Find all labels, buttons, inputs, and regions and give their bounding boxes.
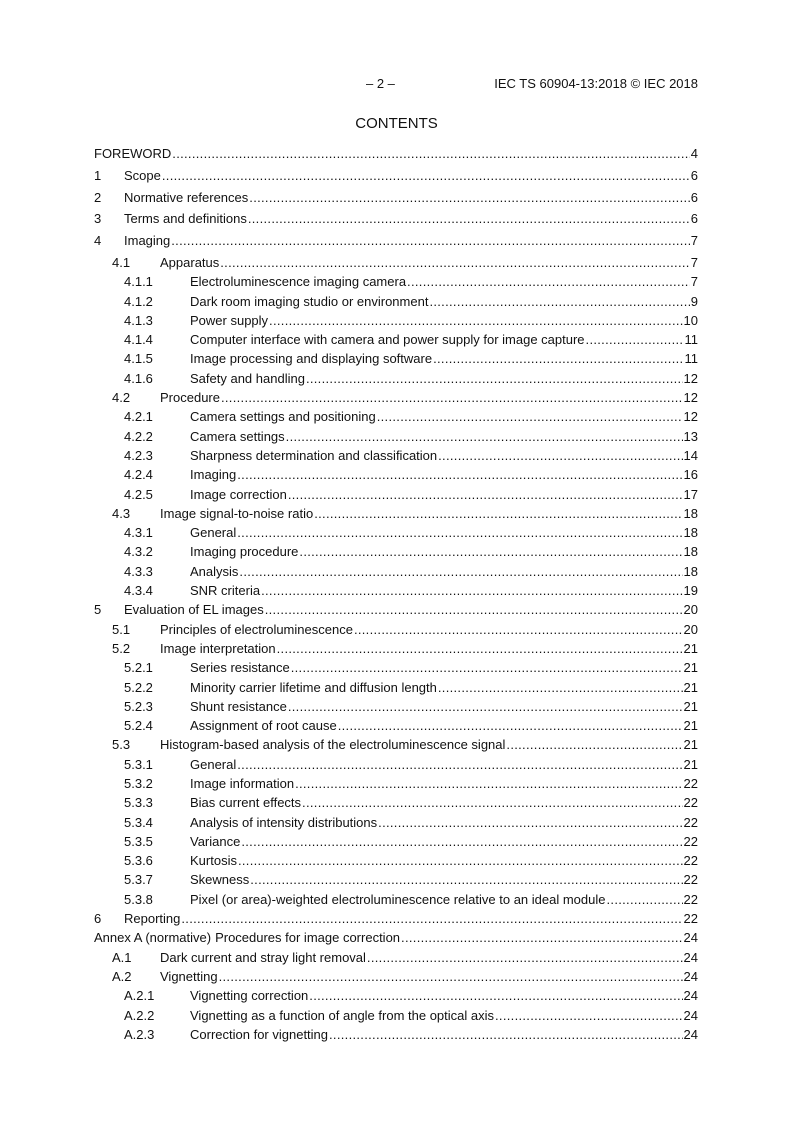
toc-entry[interactable] [94, 928, 698, 947]
toc-page: 12 [683, 370, 698, 386]
toc-entry[interactable] [94, 562, 698, 581]
toc-page: 7 [690, 274, 698, 290]
toc-label: Scope [124, 167, 161, 183]
page-title: CONTENTS [355, 115, 438, 132]
toc-label: Image interpretation [160, 640, 276, 656]
toc-entry[interactable] [94, 581, 698, 600]
toc-page: 21 [683, 718, 698, 734]
toc-page: 22 [683, 833, 698, 849]
toc-label: Analysis of intensity distributions [190, 814, 378, 830]
toc-label: Vignetting as a function of angle from the optical axis [190, 1007, 495, 1023]
toc-page: 11 [684, 351, 698, 367]
page-header-number: – 2 – [366, 76, 395, 91]
toc-number: Annex A (normative) [94, 930, 212, 946]
toc-entry[interactable] [94, 188, 698, 207]
toc-number: 5.3.4 [124, 814, 153, 830]
toc-entry[interactable] [94, 427, 698, 446]
toc-label: Variance [190, 833, 241, 849]
toc-page: 20 [683, 621, 698, 637]
toc-entry[interactable] [94, 523, 698, 542]
toc-label: Safety and handling [190, 370, 305, 386]
toc-number: 5.2 [112, 640, 131, 656]
toc-label: Procedures for image correction [215, 930, 401, 946]
toc-page: 12 [683, 409, 698, 425]
toc-number: 4.3.1 [124, 525, 153, 541]
toc-page: 7 [690, 254, 698, 270]
toc-number: 4.1 [112, 254, 131, 270]
toc-number: 3 [94, 211, 102, 227]
toc-page: 22 [683, 776, 698, 791]
toc-page: 24 [683, 968, 698, 984]
toc-entry[interactable] [94, 735, 698, 754]
toc-page: 18 [683, 563, 698, 579]
table-of-contents [94, 144, 698, 1044]
toc-page: 22 [683, 814, 698, 830]
toc-entry[interactable] [94, 774, 698, 793]
toc-page: 6 [690, 167, 698, 183]
toc-page: 22 [683, 872, 698, 888]
toc-entry[interactable] [94, 292, 698, 311]
toc-number: 5.3.2 [124, 776, 153, 791]
toc-label: Dark room imaging studio or environment [190, 293, 429, 309]
toc-entry[interactable] [94, 465, 698, 484]
toc-entry[interactable] [94, 832, 698, 851]
toc-label: Dark current and stray light removal [160, 949, 366, 965]
toc-number: 6 [94, 911, 102, 927]
toc-entry[interactable] [94, 658, 698, 677]
toc-label: Reporting [124, 911, 181, 927]
toc-entry[interactable] [94, 369, 698, 388]
toc-label: General [190, 756, 237, 772]
toc-label: Principles of electroluminescence [160, 621, 353, 637]
toc-entry[interactable] [94, 870, 698, 889]
toc-entry[interactable] [94, 851, 698, 870]
toc-label: Apparatus [160, 254, 220, 270]
toc-entry[interactable] [94, 909, 698, 928]
toc-page: 17 [683, 486, 698, 502]
toc-number: 4.2.5 [124, 486, 153, 502]
toc-number: 5.3.5 [124, 833, 153, 849]
toc-entry[interactable] [94, 697, 698, 716]
toc-number: A.2.2 [124, 1007, 155, 1023]
toc-page: 4 [690, 146, 698, 161]
toc-entry[interactable] [94, 620, 698, 639]
toc-label: Pixel (or area)-weighted electroluminescence relative to an ideal module [190, 891, 606, 907]
toc-label: Evaluation of EL images [124, 602, 264, 618]
toc-number: 4.3.3 [124, 563, 153, 579]
toc-number: 5.2.2 [124, 679, 153, 695]
toc-entry[interactable] [94, 890, 698, 909]
toc-number: 4.2.4 [124, 467, 153, 483]
toc-label: Camera settings [190, 428, 285, 444]
toc-number: 5.2.4 [124, 718, 153, 734]
toc-page: 21 [683, 679, 698, 695]
toc-page: 16 [683, 467, 698, 483]
toc-label: Vignetting [160, 968, 218, 984]
toc-label: Series resistance [190, 660, 290, 676]
toc-label: Image correction [190, 486, 287, 502]
toc-number: A.2.3 [124, 1026, 155, 1042]
toc-number: 5.3 [112, 737, 131, 753]
toc-number: 5.3.8 [124, 891, 153, 907]
toc-page: 24 [683, 988, 698, 1004]
toc-number: 4.2.2 [124, 428, 153, 444]
toc-label: Normative references [124, 189, 249, 205]
toc-page: 9 [690, 293, 698, 309]
toc-entry[interactable] [94, 388, 698, 407]
toc-entry[interactable] [94, 446, 698, 465]
toc-number: 4.1.2 [124, 293, 153, 309]
toc-label: Terms and definitions [124, 211, 247, 227]
toc-page: 6 [690, 211, 698, 227]
toc-entry[interactable] [94, 209, 698, 228]
toc-page: 22 [683, 911, 698, 927]
toc-number: A.1 [112, 949, 132, 965]
toc-number: 5.3.6 [124, 853, 153, 869]
toc-label: Analysis [190, 563, 239, 579]
toc-number: 5.3.3 [124, 795, 153, 811]
toc-entry[interactable] [94, 349, 698, 368]
toc-page: 21 [683, 698, 698, 714]
toc-number: 4 [94, 233, 102, 249]
toc-page: 18 [683, 525, 698, 541]
toc-page: 10 [683, 312, 698, 328]
toc-entry[interactable] [94, 504, 698, 523]
toc-entry[interactable] [94, 948, 698, 967]
toc-page: 24 [683, 1007, 698, 1023]
toc-number: A.2.1 [124, 988, 155, 1004]
toc-label: Computer interface with camera and power supply for image capture [190, 332, 585, 348]
toc-number: 5.2.1 [124, 660, 153, 676]
toc-label: SNR criteria [190, 583, 261, 599]
toc-number: 4.3.4 [124, 583, 153, 599]
toc-page: 22 [683, 891, 698, 907]
toc-number: 4.2.1 [124, 409, 153, 425]
toc-entry[interactable] [94, 716, 698, 735]
toc-page: 21 [683, 660, 698, 676]
page-header-standard: IEC TS 60904-13:2018 © IEC 2018 [494, 76, 698, 91]
toc-label: Camera settings and positioning [190, 409, 376, 425]
toc-label: Bias current effects [190, 795, 302, 811]
toc-page: 18 [683, 544, 698, 560]
toc-label: Skewness [190, 872, 250, 888]
toc-page: 6 [690, 189, 698, 205]
toc-page: 21 [683, 756, 698, 772]
toc-entry[interactable] [94, 253, 698, 272]
toc-entry[interactable] [94, 793, 698, 812]
toc-number: A.2 [112, 968, 132, 984]
toc-label: FOREWORD [94, 146, 172, 161]
toc-number: 5.2.3 [124, 698, 153, 714]
toc-label: Correction for vignetting [190, 1026, 329, 1042]
toc-page: 24 [683, 1026, 698, 1042]
toc-page: 7 [690, 233, 698, 249]
toc-entry[interactable] [94, 967, 698, 986]
toc-page: 21 [683, 640, 698, 656]
toc-number: 5.1 [112, 621, 131, 637]
toc-label: Image signal-to-noise ratio [160, 505, 314, 521]
toc-entry[interactable] [94, 272, 698, 291]
toc-entry[interactable] [94, 485, 698, 504]
toc-label: Vignetting correction [190, 988, 309, 1004]
toc-label: Procedure [160, 390, 220, 406]
toc-number: 4.1.1 [124, 274, 153, 290]
toc-entry[interactable] [94, 986, 698, 1005]
toc-number: 4.1.3 [124, 312, 153, 328]
toc-page: 22 [683, 853, 698, 869]
toc-entry[interactable] [94, 1006, 698, 1025]
toc-entry[interactable] [94, 144, 698, 163]
toc-entry[interactable] [94, 678, 698, 697]
toc-page: 22 [683, 795, 698, 811]
toc-number: 4.1.6 [124, 370, 153, 386]
toc-label: Assignment of root cause [190, 718, 337, 734]
toc-number: 4.1.5 [124, 351, 153, 367]
toc-number: 4.2 [112, 390, 131, 406]
toc-number: 5.3.1 [124, 756, 153, 772]
toc-page: 21 [683, 737, 698, 753]
toc-page: 14 [683, 447, 698, 463]
toc-entry[interactable] [94, 755, 698, 774]
toc-page: 18 [683, 505, 698, 521]
toc-number: 4.2.3 [124, 447, 153, 463]
toc-number: 2 [94, 189, 102, 205]
toc-page: 19 [683, 583, 698, 599]
toc-label: Power supply [190, 312, 269, 328]
toc-label: Imaging [124, 233, 171, 249]
toc-label: Kurtosis [190, 853, 237, 869]
toc-page: 13 [683, 428, 698, 444]
toc-page: 11 [684, 332, 698, 348]
toc-entry[interactable] [94, 407, 698, 426]
toc-number: 4.3.2 [124, 544, 153, 560]
toc-label: Imaging procedure [190, 544, 299, 560]
toc-label: Image information [190, 776, 295, 791]
toc-label: Imaging [190, 467, 237, 483]
toc-number: 5 [94, 602, 102, 618]
toc-number: 1 [94, 167, 102, 183]
toc-entry[interactable] [94, 231, 698, 250]
toc-entry[interactable] [94, 166, 698, 185]
toc-number: 5.3.7 [124, 872, 153, 888]
toc-number: 4.1.4 [124, 332, 153, 348]
toc-label: Minority carrier lifetime and diffusion length [190, 679, 437, 695]
toc-entry[interactable] [94, 311, 698, 330]
toc-label: Sharpness determination and classification [190, 447, 438, 463]
toc-number: 4.3 [112, 505, 131, 521]
toc-label: Image processing and displaying software [190, 351, 433, 367]
toc-entry[interactable] [94, 1025, 698, 1044]
toc-entry[interactable] [94, 542, 698, 561]
toc-page: 24 [683, 930, 698, 946]
toc-label: Electroluminescence imaging camera [190, 274, 407, 290]
toc-label: General [190, 525, 237, 541]
toc-label: Shunt resistance [190, 698, 287, 714]
toc-entry[interactable] [94, 600, 698, 619]
toc-label: Histogram-based analysis of the electroluminescence signal [160, 737, 506, 753]
toc-entry[interactable] [94, 639, 698, 658]
toc-entry[interactable] [94, 330, 698, 349]
toc-page: 24 [683, 949, 698, 965]
toc-page: 20 [683, 602, 698, 618]
toc-page: 12 [683, 390, 698, 406]
toc-entry[interactable] [94, 813, 698, 832]
